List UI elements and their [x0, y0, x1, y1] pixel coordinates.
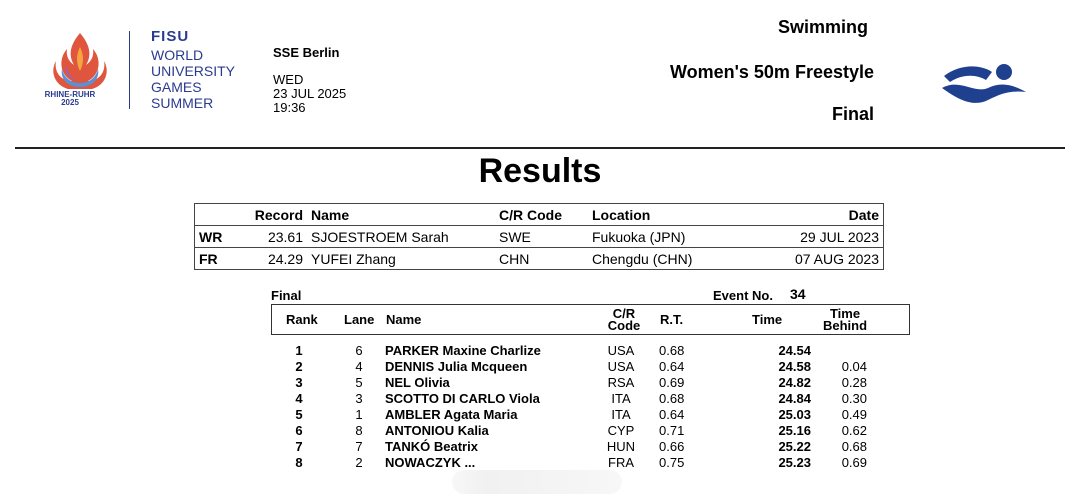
result-row	[271, 455, 910, 471]
record-type: FR	[195, 248, 246, 270]
lane: 5	[355, 375, 363, 390]
record-type: WR	[195, 226, 246, 248]
date-time: WED 23 JUL 2025 19:36	[273, 72, 347, 115]
result-row	[271, 423, 910, 439]
country-code: HUN	[606, 439, 636, 454]
record-location: Chengdu (CHN)	[588, 248, 756, 270]
final-time: 25.03	[778, 407, 811, 422]
result-row	[271, 359, 910, 375]
time-behind: 0.49	[841, 407, 867, 422]
code-header: C/R Code	[607, 306, 641, 333]
rank-header: Rank	[286, 312, 318, 327]
name-header: Name	[307, 204, 495, 226]
record-row	[195, 226, 884, 248]
rank: 4	[295, 391, 303, 406]
reaction-time: 0.64	[659, 407, 685, 422]
country-code: CYP	[607, 423, 635, 438]
reaction-time: 0.75	[659, 455, 685, 470]
athlete-name-header: Name	[386, 312, 422, 327]
athlete-name: DENNIS Julia Mcqueen	[385, 359, 528, 374]
record-name: YUFEI Zhang	[307, 248, 495, 270]
code-header: C/R Code	[495, 204, 588, 226]
record-row	[195, 248, 884, 270]
final-time: 24.54	[778, 343, 811, 358]
reaction-time: 0.68	[659, 343, 685, 358]
athlete-name: NEL Olivia	[385, 375, 450, 390]
lane: 3	[355, 391, 363, 406]
result-row	[271, 343, 910, 359]
record-date: 07 AUG 2023	[756, 248, 884, 270]
lane: 8	[355, 423, 363, 438]
reaction-time-header: R.T.	[660, 312, 684, 327]
result-row	[271, 375, 910, 391]
country-code: USA	[607, 359, 635, 374]
rank: 2	[295, 359, 303, 374]
rank: 3	[295, 375, 303, 390]
reaction-time: 0.71	[659, 423, 685, 438]
time-behind: 0.62	[841, 423, 867, 438]
time-behind: 0.04	[841, 359, 867, 374]
rank: 8	[295, 455, 303, 470]
reaction-time: 0.69	[659, 375, 685, 390]
athlete-name: NOWACZYK ...	[385, 455, 476, 470]
record-name: SJOESTROEM Sarah	[307, 226, 495, 248]
lane: 4	[355, 359, 363, 374]
phase-label: Final	[271, 288, 302, 303]
location-header: Location	[588, 204, 756, 226]
athlete-name: AMBLER Agata Maria	[385, 407, 518, 422]
rank: 7	[295, 439, 303, 454]
swimmer-icon	[940, 58, 1030, 110]
final-time: 24.82	[778, 375, 811, 390]
page-title: Results	[478, 152, 602, 190]
records-header-row	[195, 204, 884, 226]
time-behind: 0.30	[841, 391, 867, 406]
sport-title: Swimming	[777, 17, 868, 37]
logo-divider	[129, 31, 130, 109]
final-time: 24.84	[778, 391, 811, 406]
venue: SSE Berlin	[273, 45, 340, 60]
rank: 6	[295, 423, 303, 438]
rank: 5	[295, 407, 303, 422]
final-time: 24.58	[778, 359, 811, 374]
record-date: 29 JUL 2023	[756, 226, 884, 248]
time-behind-header: Time Behind	[822, 306, 868, 333]
rank: 1	[295, 343, 303, 358]
record-time: 24.29	[245, 248, 307, 270]
lane: 1	[355, 407, 363, 422]
header-rule	[15, 147, 1065, 149]
record-time: 23.61	[245, 226, 307, 248]
country-code: USA	[607, 343, 635, 358]
record-type-header	[195, 204, 246, 226]
athlete-name: SCOTTO DI CARLO Viola	[385, 391, 540, 406]
results-header	[271, 304, 910, 335]
lane: 2	[355, 455, 363, 470]
reaction-time: 0.66	[659, 439, 685, 454]
country-code: RSA	[607, 375, 635, 390]
athlete-name: PARKER Maxine Charlize	[385, 343, 541, 358]
country-code: FRA	[608, 455, 634, 470]
time-behind: 0.69	[841, 455, 867, 470]
record-code: CHN	[495, 248, 588, 270]
athlete-name: TANKÓ Beatrix	[385, 439, 478, 454]
event-title: Women's 50m Freestyle	[669, 62, 874, 82]
country-code: ITA	[611, 391, 631, 406]
lane: 6	[355, 343, 363, 358]
reaction-time: 0.68	[659, 391, 685, 406]
games-logo-text: RHINE-RUHR 2025	[44, 90, 96, 107]
final-time: 25.23	[778, 455, 811, 470]
final-time: 25.22	[778, 439, 811, 454]
time-behind: 0.68	[841, 439, 867, 454]
time-behind: 0.28	[841, 375, 867, 390]
phase-title: Final	[831, 104, 874, 124]
fisu-subtitle: WORLD UNIVERSITY GAMES SUMMER	[151, 47, 236, 111]
date-header: Date	[756, 204, 884, 226]
event-number-label: Event No.	[713, 288, 773, 303]
country-code: ITA	[611, 407, 631, 422]
result-row	[271, 439, 910, 455]
fisu-title: FISU	[151, 28, 190, 45]
lane-header: Lane	[344, 312, 375, 327]
final-time: 25.16	[778, 423, 811, 438]
lane: 7	[355, 439, 363, 454]
reaction-time: 0.64	[659, 359, 685, 374]
record-header: Record	[245, 204, 307, 226]
record-location: Fukuoka (JPN)	[588, 226, 756, 248]
record-code: SWE	[495, 226, 588, 248]
result-row	[271, 407, 910, 423]
time-header: Time	[752, 312, 783, 327]
page-overlay-bar	[452, 470, 622, 494]
records-table	[194, 203, 884, 270]
event-number: 34	[790, 286, 806, 302]
athlete-name: ANTONIOU Kalia	[385, 423, 489, 438]
result-row	[271, 391, 910, 407]
results-list	[271, 343, 910, 471]
